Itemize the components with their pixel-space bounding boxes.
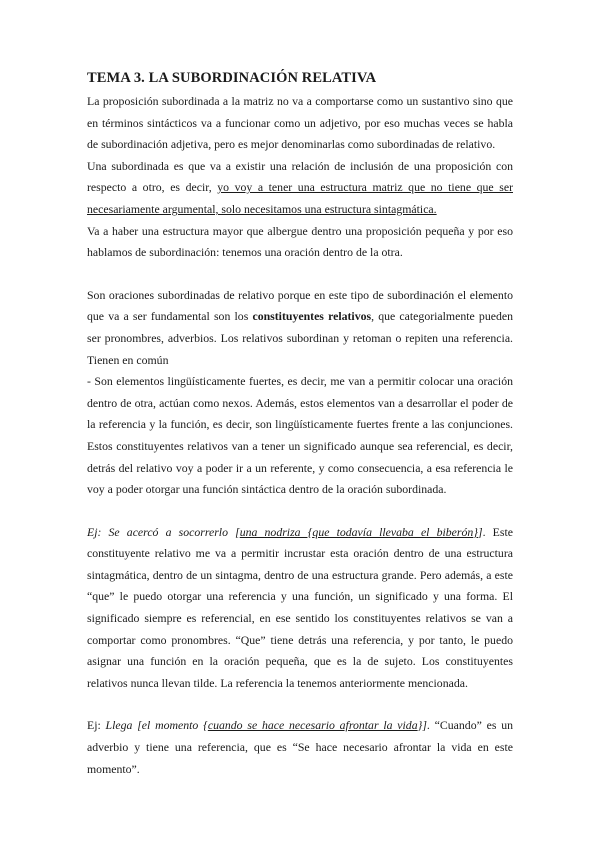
paragraph-gap [87, 264, 513, 285]
example-2-underlined: cuando se hace necesario afrontar la vida [207, 718, 418, 733]
example-2-italic-b: }] [417, 718, 427, 733]
example-1-underlined-b: que todavía llevaba el biberón [312, 524, 474, 539]
example-1-explanation: . Este constituyente relativo me va a permitir incrustar esta oración dentro de una estructura sintagmática, dentro de un sintagma, dentro de una estructura grande. Pero además, a este “que” le puedo otorgar una referencia y una función, un significado y una forma. El significado siempre es referencial, en ese sentido los constituyentes relativos se van a comportar como pronombres. “Que” tiene detrás una referencia, y por tanto, le puedo asignar una función en la oración pequeña, que es la de sujeto. Los constituyentes relativos nunca llevan tilde. La referencia la tenemos anteriormente mencionada. [87, 524, 513, 690]
example-2-lead: Ej: [87, 718, 106, 733]
example-1-underlined-a: una nodriza { [239, 524, 313, 539]
paragraph-example-2 [87, 715, 513, 780]
paragraph-example-1 [87, 522, 513, 695]
paragraph-relatives [87, 285, 513, 371]
underlined-phrase: yo voy a tener una estructura matriz que no tiene que ser necesariamente argumental, solo necesitamos una estructura sintagmática. [87, 180, 513, 216]
paragraph-gap [87, 694, 513, 715]
paragraph-relatives-text-c: , que categorialmente pueden ser pronombres, adverbios. Los relativos subordinan y retoman o repiten una referencia. Tienen en común [87, 309, 513, 367]
paragraph-intro: La proposición subordinada a la matriz no va a comportarse como un sustantivo sino que en términos sintácticos va a funcionar como un adjetivo, por eso muchas veces se habla de subordinación adjetiva, pero es mejor denominarlas como subordinadas de relativo. [87, 94, 513, 152]
paragraph-gap [87, 501, 513, 522]
bold-term: constituyentes relativos [252, 309, 372, 324]
paragraph-inclusion [87, 156, 513, 221]
example-2-italic-a: Llega [el momento { [105, 718, 208, 733]
example-1-lead: Ej: Se acercó a socorrerlo [ [87, 524, 240, 539]
paragraph-inclusion-text: Una subordinada es que va a existir una relación de inclusión de una proposición con respecto a otro, es decir, [87, 158, 513, 195]
example-1-underlined-c: } [473, 524, 478, 539]
paragraph-strong-elements: - Son elementos lingüísticamente fuertes, es decir, me van a permitir colocar una oración dentro de otra, actúan como nexos. Además, estos elementos van a desarrollar el poder de la referencia y la función, es decir, son lingüísticamente fuertes frente a las conjunciones. Estos constituyentes relativos van a tener un significado aunque sea referencial, es decir, detrás del relativo voy a poder ir a un referente, y como consecuencia, a esa referencia le voy a poder otorgar una función sintáctica dentro de la oración subordinada. [87, 374, 513, 497]
example-2-explanation: . “Cuando” es un adverbio y tiene una referencia, que es “Se hace necesario afrontar la vida en este momento”. [87, 718, 514, 776]
paragraph-structure: Va a haber una estructura mayor que albergue dentro una proposición pequeña y por eso hablamos de subordinación: tenemos una oración dentro de la otra. [87, 223, 513, 260]
page-title: TEMA 3. LA SUBORDINACIÓN RELATIVA [87, 70, 377, 86]
example-1-close: ] [478, 524, 483, 539]
paragraph-relatives-text-a: Son oraciones subordinadas de relativo porque en este tipo de subordinación el elemento que va a ser fundamental son los [87, 287, 513, 324]
